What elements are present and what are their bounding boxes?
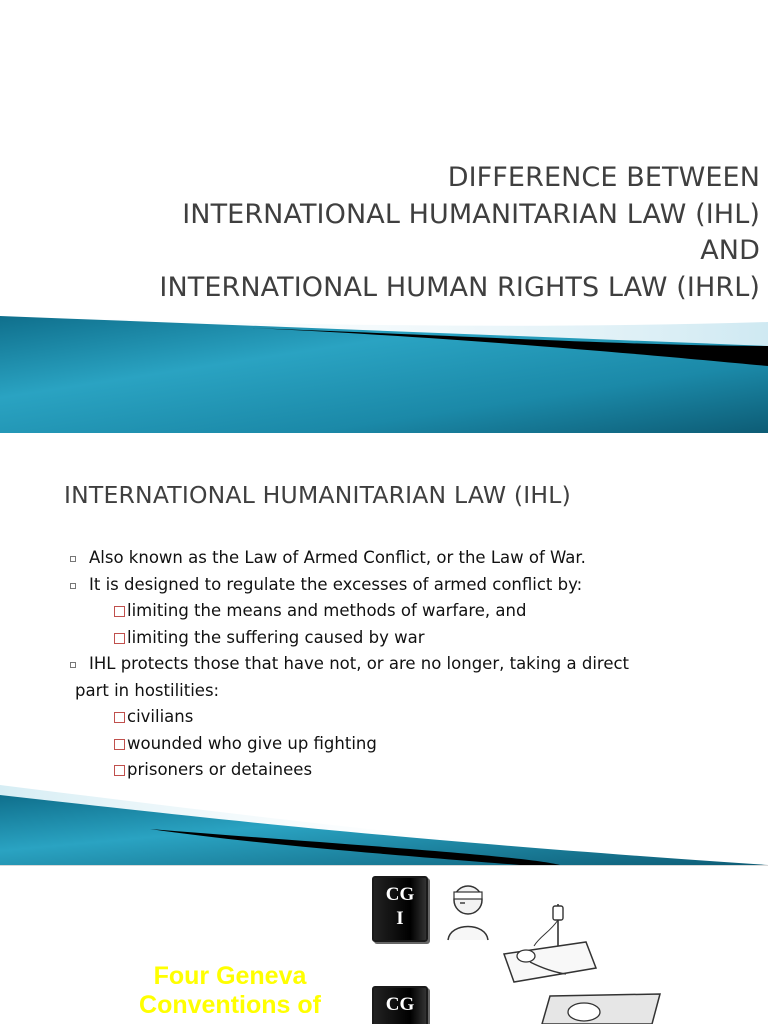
checkbox-bullet-icon: [114, 765, 125, 776]
title-line-1: DIFFERENCE BETWEEN: [447, 162, 760, 193]
square-bullet-icon: [70, 556, 76, 562]
title-slide: [0, 0, 768, 433]
list-item: [70, 625, 760, 652]
cg-book-icon: [372, 986, 428, 1024]
geneva-slide: [0, 866, 768, 1024]
sub-bullet-text: limiting the suffering caused by war: [127, 627, 425, 647]
bullet-text: Also known as the Law of Armed Conflict, or the Law of War.: [89, 548, 586, 567]
sub-bullet-text: prisoners or detainees: [127, 760, 313, 779]
sub-bullet-text: limiting the means and methods of warfare, and: [127, 601, 527, 620]
title-line-2: Conventions of: [139, 991, 321, 1019]
bullet-list: [70, 545, 760, 784]
book-label: CG: [385, 884, 415, 905]
injured-person-icon: [540, 990, 665, 1024]
checkbox-bullet-icon: [114, 606, 125, 617]
list-item: [70, 572, 760, 599]
title-line-3: AND: [700, 235, 760, 266]
slide-heading: INTERNATIONAL HUMANITARIAN LAW (IHL): [64, 481, 571, 509]
list-item: [70, 731, 760, 758]
sub-bullet-text: civilians: [127, 707, 194, 726]
wounded-soldier-icon: [440, 880, 496, 942]
checkbox-bullet-icon: [114, 712, 125, 723]
book-label: CG: [385, 994, 415, 1015]
checkbox-bullet-icon: [114, 633, 125, 644]
list-item: [70, 651, 760, 704]
sub-bullet-text: wounded who give up fighting: [127, 733, 377, 753]
bullet-text-continued: part in hostilities:: [75, 680, 220, 700]
square-bullet-icon: [70, 662, 76, 668]
list-item: [70, 598, 760, 625]
list-item: [70, 757, 760, 784]
cg-book-icon: [372, 876, 428, 942]
teal-wave-banner: [0, 300, 768, 433]
hospital-bed-icon: [500, 902, 612, 988]
title-line-2: INTERNATIONAL HUMANITARIAN LAW (IHL): [182, 198, 760, 230]
slide-title: [100, 962, 360, 1020]
title-line-1: Four Geneva: [153, 962, 307, 990]
slide-title: [20, 160, 760, 306]
teal-wave-banner: [0, 785, 768, 865]
ihl-slide: [0, 433, 768, 865]
bullet-text: IHL protects those that have not, or are no longer, taking a direct: [89, 654, 630, 673]
bullet-text: It is designed to regulate the excesses of armed conflict by:: [89, 574, 583, 594]
title-line-4: INTERNATIONAL HUMAN RIGHTS LAW (IHRL): [159, 271, 760, 303]
square-bullet-icon: [70, 583, 76, 589]
book-numeral: I: [396, 908, 404, 929]
list-item: [70, 545, 760, 572]
checkbox-bullet-icon: [114, 739, 125, 750]
list-item: [70, 704, 760, 731]
